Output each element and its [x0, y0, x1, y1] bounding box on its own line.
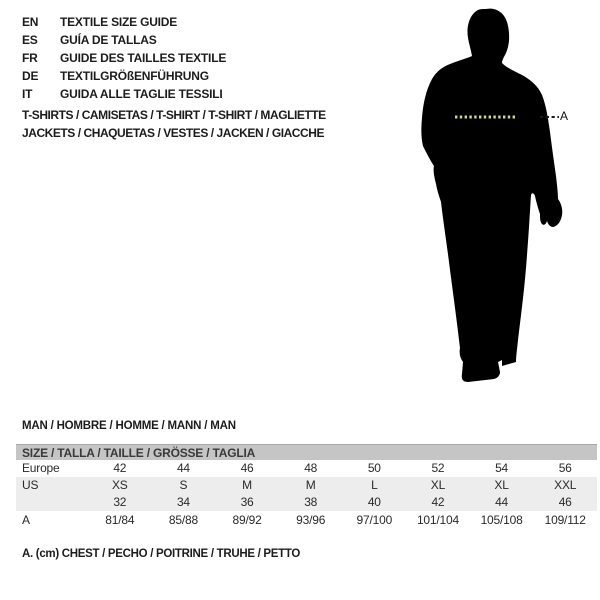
size-cell: M — [305, 478, 316, 492]
size-cell: XL — [494, 478, 509, 492]
size-cell: XS — [112, 478, 128, 492]
size-cell: 109/112 — [544, 513, 586, 527]
language-code: DE — [22, 69, 39, 83]
language-label: GUIDA ALLE TAGLIE TESSILI — [60, 87, 223, 101]
language-code: IT — [22, 87, 33, 101]
size-cell: 46 — [558, 495, 572, 509]
row-label: US — [22, 478, 39, 492]
size-cell: 36 — [240, 495, 254, 509]
size-table — [16, 444, 597, 530]
measurement-label-a: A — [560, 109, 569, 123]
size-cell: 85/88 — [168, 513, 198, 527]
size-cell: S — [179, 478, 188, 492]
language-row — [22, 67, 226, 85]
size-cell: L — [371, 478, 378, 492]
size-cell: M — [242, 478, 252, 492]
language-row — [22, 49, 226, 67]
language-row — [22, 13, 226, 31]
size-table-header: SIZE / TALLA / TAILLE / GRÖSSE / TAGLIA — [16, 444, 597, 460]
size-cell: 42 — [113, 461, 127, 475]
row-label: Europe — [22, 461, 60, 475]
category-list — [22, 106, 326, 142]
row-label: A — [22, 513, 30, 527]
size-cell: 42 — [431, 495, 445, 509]
language-row — [22, 31, 226, 49]
language-label: GUIDE DES TAILLES TEXTILE — [60, 51, 227, 65]
size-cell: 56 — [558, 461, 572, 475]
man-silhouette-shape — [421, 9, 562, 382]
table-row-europe — [16, 460, 597, 477]
size-cell: 105/108 — [480, 513, 523, 527]
size-cell: 48 — [304, 461, 318, 475]
language-row — [22, 85, 226, 103]
table-row-chest-a — [16, 511, 597, 530]
row-label — [16, 494, 88, 511]
size-cell: 52 — [431, 461, 445, 475]
table-row-numeric — [16, 494, 597, 511]
size-cell: 44 — [176, 461, 190, 475]
size-cell: 34 — [176, 495, 190, 509]
section-title-man: MAN / HOMBRE / HOMME / MANN / MAN — [22, 420, 236, 432]
size-cell: 54 — [495, 461, 509, 475]
size-cell: 46 — [240, 461, 254, 475]
language-code: FR — [22, 51, 38, 65]
table-row-us — [16, 477, 597, 494]
category-tshirts: T-SHIRTS / CAMISETAS / T-SHIRT / T-SHIRT / MAGLIETTE — [22, 108, 326, 122]
size-cell: 40 — [367, 495, 381, 509]
language-label: TEXTILE SIZE GUIDE — [60, 15, 178, 29]
size-cell: 101/104 — [416, 513, 459, 527]
language-label: TEXTILGRÖßENFÜHRUNG — [60, 69, 209, 83]
size-cell: XL — [430, 478, 446, 492]
category-jackets: JACKETS / CHAQUETAS / VESTES / JACKEN / GIACCHE — [22, 126, 325, 140]
measurement-footnote: A. (cm) CHEST / PECHO / POITRINE / TRUHE / PETTO — [22, 548, 301, 560]
language-list — [22, 13, 226, 103]
size-cell: 38 — [304, 495, 318, 509]
size-cell: 50 — [367, 461, 381, 475]
language-code: EN — [22, 15, 39, 29]
size-cell: 44 — [495, 495, 509, 509]
language-code: ES — [22, 33, 38, 47]
size-cell: XXL — [554, 478, 577, 492]
size-cell: 93/96 — [296, 513, 326, 527]
size-cell: 81/84 — [105, 513, 135, 527]
size-cell: 32 — [113, 495, 127, 509]
size-cell: 97/100 — [356, 513, 393, 527]
size-cell: 89/92 — [232, 513, 262, 527]
language-label: GUÍA DE TALLAS — [60, 33, 157, 47]
man-silhouette — [390, 0, 600, 420]
